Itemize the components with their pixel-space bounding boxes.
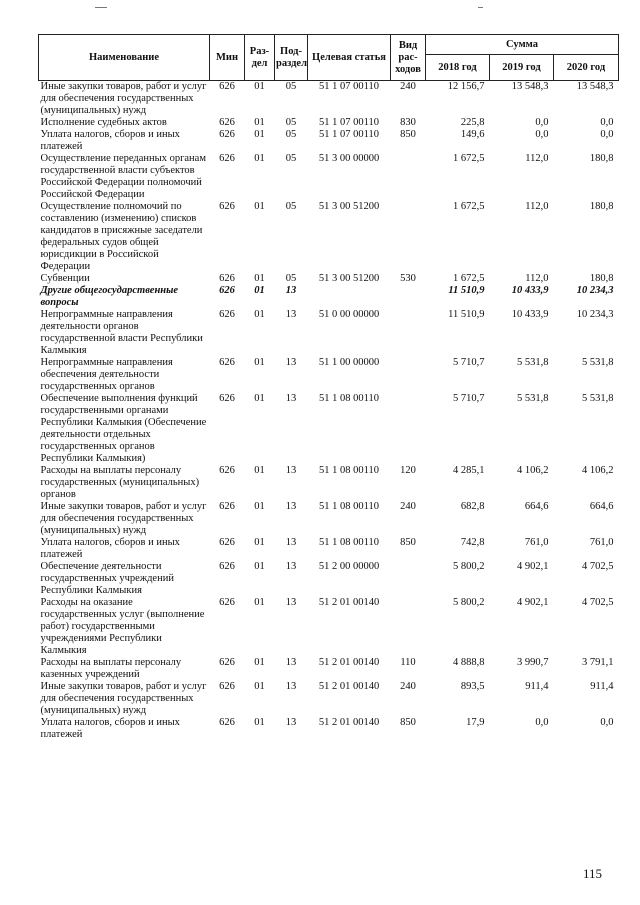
cell-podrazdel: 13 (285, 597, 297, 608)
header-min: Мин (210, 35, 245, 81)
cell-sum-2018: 742,8 (460, 537, 485, 548)
cell-sum-2019: 112,0 (525, 201, 549, 212)
cell-sum-2019: 761,0 (524, 537, 549, 548)
cell-podrazdel: 13 (285, 465, 297, 476)
cell-name: Осуществление переданных органам государственной власти субъектов Российской Федерации полномочий Российской Федерации (40, 153, 206, 200)
cell-min: 626 (219, 465, 235, 476)
header-razdel: Раз-дел (245, 35, 275, 81)
cell-sum-2020: 5 531,8 (582, 393, 614, 404)
cell-min: 626 (219, 561, 235, 572)
cell-sum-2018: 5 800,2 (453, 597, 485, 608)
budget-table (38, 34, 619, 741)
cell-expense-type (391, 357, 426, 393)
cell-min: 626 (219, 129, 235, 140)
scan-mark-left (95, 7, 107, 8)
cell-expense-type (391, 285, 426, 309)
cell-podrazdel: 05 (285, 117, 297, 128)
table-row (39, 465, 619, 501)
table-row (39, 561, 619, 597)
table-row (39, 657, 619, 681)
cell-expense-type: 240 (400, 681, 416, 692)
cell-min: 626 (219, 357, 235, 368)
cell-razdel: 01 (254, 201, 265, 212)
cell-sum-2019: 0,0 (535, 717, 549, 728)
cell-sum-2018: 11 510,9 (448, 309, 485, 320)
cell-sum-2020: 0,0 (600, 117, 614, 128)
header-sum: Сумма (426, 35, 619, 55)
cell-razdel: 01 (254, 357, 265, 368)
cell-name: Расходы на выплаты персоналу государственных (муниципальных) органов (40, 465, 200, 500)
cell-sum-2020: 4 702,5 (582, 561, 614, 572)
cell-sum-2019: 112,0 (525, 273, 549, 284)
table-row (39, 537, 619, 561)
cell-name: Уплата налогов, сборов и иных платежей (40, 129, 180, 152)
cell-name: Обеспечение деятельности государственных учреждений Республики Калмыкия (40, 561, 174, 596)
cell-name: Обеспечение выполнения функций государственными органами Республики Калмыкия (Обеспечение деятельности отдельных государственных органов Республики Калмыкия) (40, 393, 207, 464)
cell-sum-2020: 4 702,5 (582, 597, 614, 608)
cell-podrazdel: 13 (285, 357, 297, 368)
cell-razdel: 01 (254, 465, 265, 476)
cell-sum-2018: 12 156,7 (447, 81, 485, 92)
cell-sum-2019: 4 106,2 (517, 465, 549, 476)
cell-sum-2020: 5 531,8 (582, 357, 614, 368)
cell-min: 626 (219, 273, 235, 284)
cell-name: Другие общегосударственные вопросы (40, 285, 179, 308)
cell-expense-type (391, 153, 426, 201)
cell-target-article: 51 2 01 00140 (318, 597, 380, 608)
cell-podrazdel: 05 (285, 273, 297, 284)
cell-sum-2019: 0,0 (535, 117, 549, 128)
cell-sum-2019: 3 990,7 (517, 657, 549, 668)
cell-expense-type (391, 201, 426, 273)
cell-expense-type (391, 309, 426, 357)
cell-sum-2020: 664,6 (589, 501, 614, 512)
cell-sum-2019: 5 531,8 (517, 393, 549, 404)
table-row (39, 393, 619, 465)
cell-sum-2020: 13 548,3 (576, 81, 614, 92)
header-podrazdel: Под-раздел (275, 35, 308, 81)
cell-sum-2019: 664,6 (524, 501, 549, 512)
cell-razdel: 01 (254, 597, 265, 608)
cell-razdel: 01 (254, 285, 265, 296)
table-row (39, 273, 619, 285)
cell-razdel: 01 (254, 273, 265, 284)
cell-min: 626 (219, 81, 235, 92)
cell-min: 626 (219, 681, 235, 692)
cell-sum-2019: 112,0 (525, 153, 549, 164)
cell-name: Иные закупки товаров, работ и услуг для обеспечения государственных (муниципальных) нужд (40, 681, 207, 716)
cell-sum-2020: 180,8 (589, 273, 614, 284)
header-expense-type: Вид рас-ходов (391, 35, 426, 81)
cell-name: Исполнение судебных актов (40, 117, 167, 128)
table-row (39, 597, 619, 657)
cell-sum-2018: 893,5 (460, 681, 485, 692)
cell-min: 626 (219, 201, 235, 212)
cell-name: Иные закупки товаров, работ и услуг для обеспечения государственных (муниципальных) нужд (40, 81, 207, 116)
cell-razdel: 01 (254, 717, 265, 728)
cell-target-article: 51 1 08 00110 (319, 393, 379, 404)
cell-sum-2018: 682,8 (460, 501, 485, 512)
cell-sum-2020: 4 106,2 (582, 465, 614, 476)
cell-expense-type (391, 561, 426, 597)
cell-sum-2018: 5 710,7 (453, 357, 485, 368)
cell-razdel: 01 (254, 129, 265, 140)
cell-sum-2019: 5 531,8 (517, 357, 549, 368)
cell-sum-2018: 5 710,7 (453, 393, 485, 404)
cell-name: Субвенции (40, 273, 90, 284)
table-row (39, 357, 619, 393)
cell-podrazdel: 13 (285, 717, 297, 728)
cell-sum-2018: 1 672,5 (453, 153, 485, 164)
cell-sum-2018: 11 510,9 (448, 285, 485, 296)
table-row (39, 501, 619, 537)
cell-name: Уплата налогов, сборов и иных платежей (40, 717, 180, 740)
cell-target-article: 51 1 07 00110 (319, 81, 379, 92)
cell-sum-2018: 1 672,5 (453, 201, 485, 212)
table-row (39, 201, 619, 273)
budget-table-page (38, 34, 618, 741)
table-row (39, 309, 619, 357)
cell-sum-2020: 10 234,3 (576, 309, 614, 320)
cell-razdel: 01 (254, 81, 265, 92)
cell-sum-2020: 180,8 (589, 201, 614, 212)
cell-razdel: 01 (254, 681, 265, 692)
cell-target-article: 51 3 00 51200 (318, 201, 380, 212)
cell-target-article: 51 3 00 00000 (318, 153, 380, 164)
cell-expense-type: 110 (400, 657, 416, 668)
cell-sum-2020: 761,0 (589, 537, 614, 548)
cell-name: Расходы на выплаты персоналу казенных учреждений (40, 657, 182, 680)
cell-razdel: 01 (254, 309, 265, 320)
cell-razdel: 01 (254, 393, 265, 404)
table-body (39, 81, 619, 742)
cell-podrazdel: 05 (285, 153, 297, 164)
cell-target-article: 51 2 00 00000 (318, 561, 380, 572)
cell-expense-type: 850 (400, 129, 416, 140)
cell-expense-type: 240 (400, 501, 416, 512)
cell-podrazdel: 05 (285, 129, 297, 140)
cell-podrazdel: 13 (285, 657, 297, 668)
cell-sum-2020: 180,8 (589, 153, 614, 164)
cell-target-article: 51 0 00 00000 (318, 309, 380, 320)
cell-target-article: 51 2 01 00140 (318, 681, 380, 692)
cell-podrazdel: 05 (285, 81, 297, 92)
cell-min: 626 (219, 597, 235, 608)
cell-min: 626 (219, 309, 235, 320)
cell-min: 626 (219, 153, 235, 164)
cell-sum-2019: 13 548,3 (511, 81, 549, 92)
cell-podrazdel: 13 (285, 561, 297, 572)
cell-min: 626 (219, 285, 235, 296)
cell-target-article: 51 1 08 00110 (319, 537, 379, 548)
cell-name: Расходы на оказание государственных услуг (выполнение работ) государственными учреждениями Республики Калмыкия (40, 597, 205, 656)
table-row (39, 153, 619, 201)
header-year-2019: 2019 год (490, 55, 554, 81)
cell-razdel: 01 (254, 117, 265, 128)
cell-podrazdel: 05 (285, 201, 297, 212)
cell-min: 626 (219, 537, 235, 548)
scan-mark-right (478, 7, 483, 8)
cell-razdel: 01 (254, 153, 265, 164)
cell-sum-2020: 10 234,3 (576, 285, 614, 296)
cell-sum-2018: 5 800,2 (453, 561, 485, 572)
cell-sum-2020: 911,4 (590, 681, 614, 692)
cell-target-article: 51 1 08 00110 (319, 501, 379, 512)
table-row (39, 117, 619, 129)
cell-razdel: 01 (254, 561, 265, 572)
header-year-2020: 2020 год (554, 55, 619, 81)
header-name: Наименование (39, 35, 210, 81)
table-row (39, 717, 619, 741)
cell-sum-2018: 225,8 (460, 117, 485, 128)
cell-target-article: 51 3 00 51200 (318, 273, 380, 284)
cell-target-article (308, 285, 391, 309)
cell-sum-2020: 0,0 (600, 129, 614, 140)
cell-target-article: 51 1 00 00000 (318, 357, 380, 368)
cell-razdel: 01 (254, 657, 265, 668)
cell-target-article: 51 1 07 00110 (319, 129, 379, 140)
cell-sum-2019: 0,0 (535, 129, 549, 140)
cell-podrazdel: 13 (285, 285, 297, 296)
cell-sum-2019: 4 902,1 (517, 561, 549, 572)
cell-name: Осуществление полномочий по составлению (изменению) списков кандидатов в присяжные заседатели федеральных судов общей юрисдикции в Российской Федерации (40, 201, 203, 272)
cell-sum-2018: 1 672,5 (453, 273, 485, 284)
cell-name: Непрограммные направления деятельности органов государственной власти Республики Калмыкия (40, 309, 203, 356)
cell-sum-2019: 10 433,9 (511, 285, 549, 296)
cell-target-article: 51 1 08 00110 (319, 465, 379, 476)
table-row (39, 681, 619, 717)
cell-sum-2018: 149,6 (460, 129, 485, 140)
cell-min: 626 (219, 117, 235, 128)
table-row (39, 285, 619, 309)
cell-expense-type (391, 597, 426, 657)
cell-name: Иные закупки товаров, работ и услуг для обеспечения государственных (муниципальных) нужд (40, 501, 207, 536)
cell-target-article: 51 2 01 00140 (318, 717, 380, 728)
page-number: 115 (583, 866, 603, 881)
cell-sum-2018: 4 888,8 (453, 657, 485, 668)
cell-expense-type: 850 (400, 717, 416, 728)
cell-podrazdel: 13 (285, 309, 297, 320)
cell-min: 626 (219, 501, 235, 512)
cell-sum-2018: 4 285,1 (453, 465, 485, 476)
cell-name: Непрограммные направления обеспечения деятельности государственных органов (40, 357, 173, 392)
cell-sum-2020: 3 791,1 (582, 657, 614, 668)
cell-podrazdel: 13 (285, 501, 297, 512)
header-target-article: Целевая статья (308, 35, 391, 81)
cell-target-article: 51 2 01 00140 (318, 657, 380, 668)
cell-sum-2020: 0,0 (600, 717, 614, 728)
cell-expense-type: 240 (400, 81, 416, 92)
cell-min: 626 (219, 717, 235, 728)
cell-min: 626 (219, 393, 235, 404)
cell-podrazdel: 13 (285, 393, 297, 404)
cell-sum-2019: 911,4 (525, 681, 549, 692)
cell-expense-type (391, 393, 426, 465)
table-row (39, 129, 619, 153)
cell-razdel: 01 (254, 537, 265, 548)
cell-podrazdel: 13 (285, 681, 297, 692)
cell-razdel: 01 (254, 501, 265, 512)
table-row (39, 81, 619, 118)
cell-sum-2019: 4 902,1 (517, 597, 549, 608)
cell-name: Уплата налогов, сборов и иных платежей (40, 537, 180, 560)
cell-expense-type: 530 (400, 273, 416, 284)
cell-expense-type: 850 (400, 537, 416, 548)
cell-target-article: 51 1 07 00110 (319, 117, 379, 128)
cell-sum-2019: 10 433,9 (511, 309, 549, 320)
cell-min: 626 (219, 657, 235, 668)
header-year-2018: 2018 год (426, 55, 490, 81)
cell-sum-2018: 17,9 (466, 717, 485, 728)
cell-expense-type: 120 (400, 465, 416, 476)
cell-podrazdel: 13 (285, 537, 297, 548)
cell-expense-type: 830 (400, 117, 416, 128)
